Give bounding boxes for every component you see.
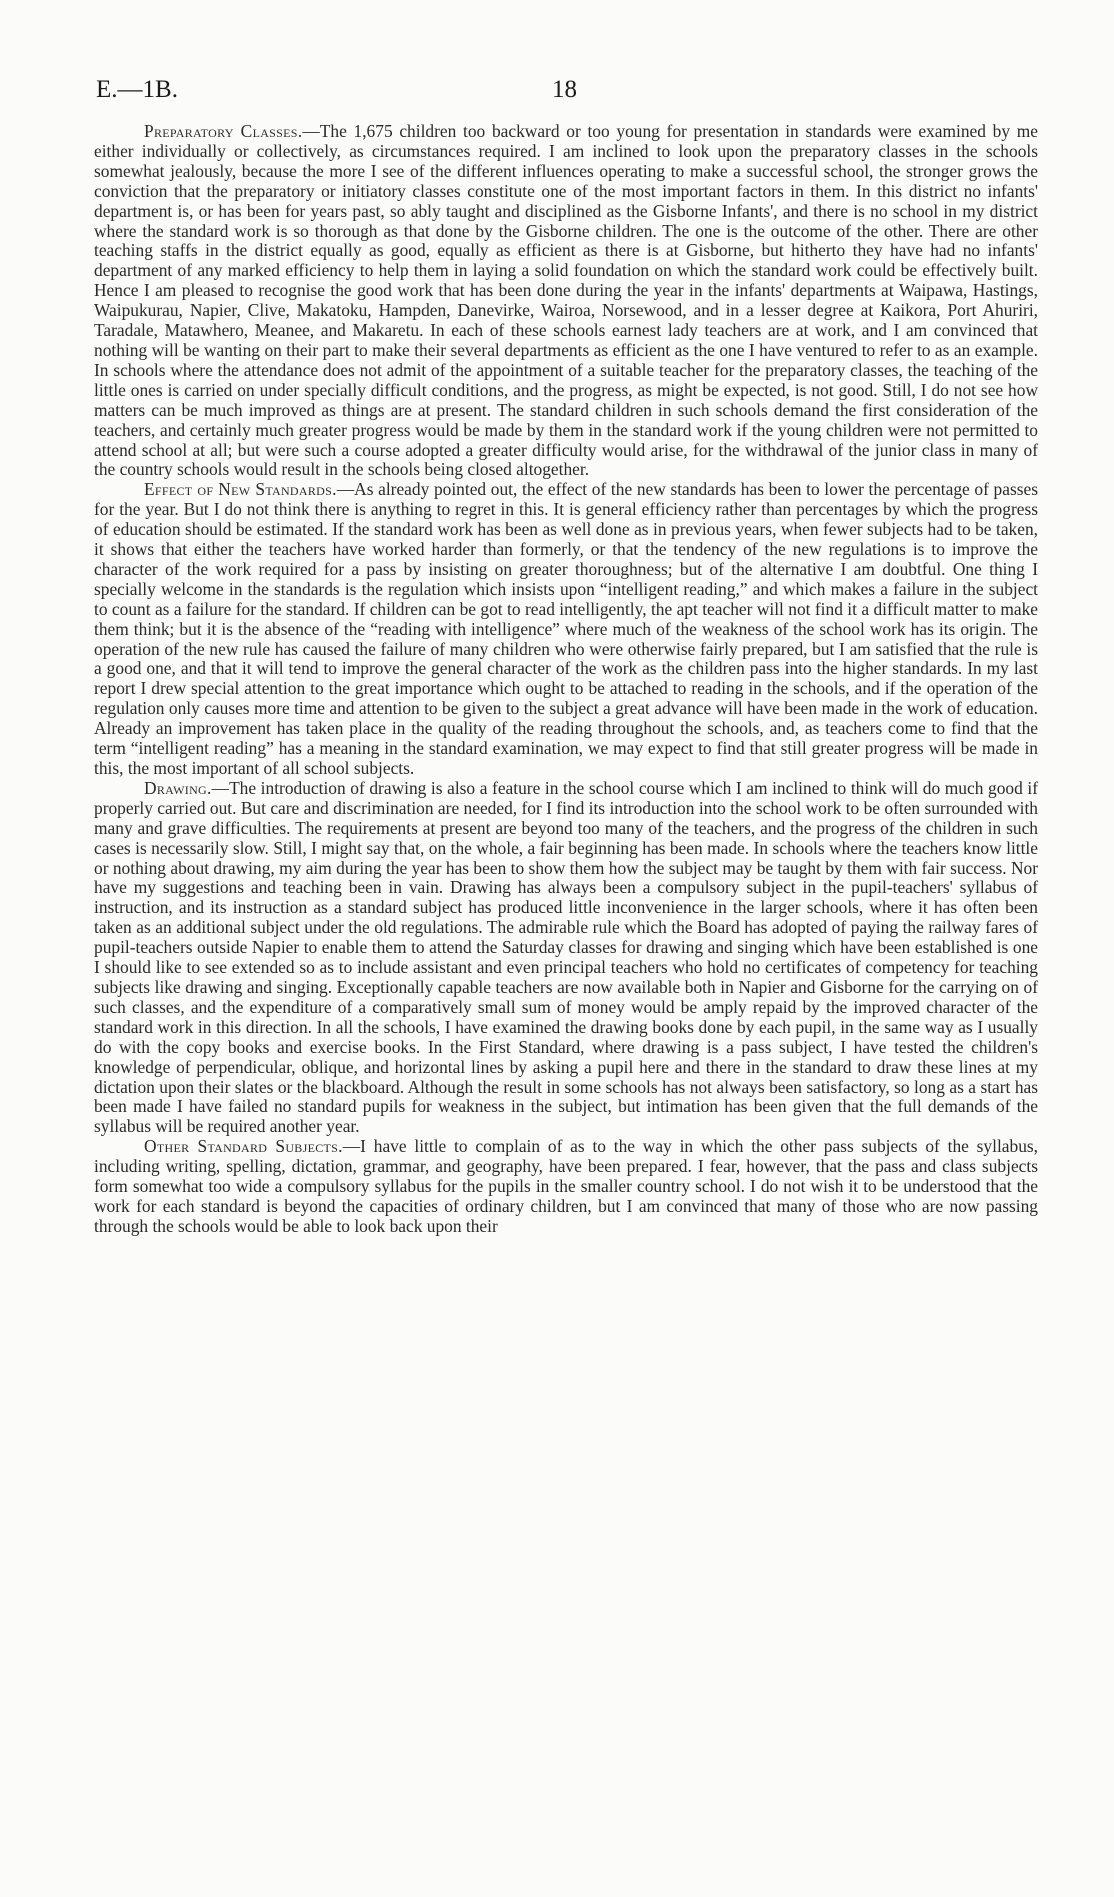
document-reference: E.—1B. <box>96 76 178 103</box>
paragraph-effect-of-new-standards <box>94 480 1038 779</box>
paragraph-drawing <box>94 779 1038 1137</box>
section-heading: Drawing. <box>144 777 212 798</box>
page-number: 18 <box>552 76 577 103</box>
paragraph-text: —The 1,675 children too backward or too young for presentation in standards were examined by me either individually or collectively, as circumstances required. I am inclined to look upon the preparatory classes in the schools somewhat jealously, because the more I see of the different influences operating to make a successful school, the stronger grows the conviction that the preparatory or initiatory classes constitute one of the most important factors in them. In this district no infants' department is, or has been for years past, so ably taught and disciplined as the Gisborne Infants', and there is no school in my district where the standard work is so thorough as that done by the Gisborne children. The one is the outcome of the other. There are other teaching staffs in the district equally as good, equally as efficient as there is at Gisborne, but hitherto they have had no infants' department of any marked efficiency to help them in laying a solid foundation on which the standard work could be effectively built. Hence I am pleased to recognise the good work that has been done during the year in the infants' departments at Waipawa, Hastings, Waipukurau, Napier, Clive, Makatoku, Hampden, Danevirke, Wairoa, Norsewood, and in a lesser degree at Kaikora, Port Ahuriri, Taradale, Matawhero, Meanee, and Makaretu. In each of these schools earnest lady teachers are at work, and I am convinced that nothing will be wanting on their part to make their several departments as efficient as the one I have ventured to refer to as an example. In schools where the attendance does not admit of the appointment of a suitable teacher for the preparatory classes, the teaching of the little ones is carried on under specially difficult conditions, and the progress, as might be expected, is not good. Still, I do not see how matters can be much improved as things are at present. The standard children in such schools demand the first consideration of the teachers, and certainly much greater progress would be made by them in the standard work if the young children were not permitted to attend school at all; but were such a course adopted a greater difficulty would arise, for the withdrawal of the junior class in many of the country schools would result in the schools being closed altogether. <box>94 121 1038 480</box>
paragraph-text: —I have little to complain of as to the way in which the other pass subjects of the syllabus, including writing, spelling, dictation, grammar, and geography, have been prepared. I fear, however, that the pass and class subjects form somewhat too wide a compulsory syllabus for the pupils in the smaller country school. I do not wish it to be understood that the work for each standard is beyond the capacities of ordinary children, but I am convinced that many of those who are now passing through the schools would be able to look back upon their <box>94 1136 1039 1236</box>
page-header <box>96 76 1036 106</box>
paragraph-preparatory-classes <box>94 122 1038 480</box>
paragraph-text: —The introduction of drawing is also a feature in the school course which I am inclined to think will do much good if properly carried out. But care and discrimination are needed, for I find its introduction into the school work to be often surrounded with many and grave difficulties. The requirements at present are beyond too many of the teachers, and the progress of the children in such cases is necessarily slow. Still, I might say that, on the whole, a fair beginning has been made. In schools where the teachers know little or nothing about drawing, my aim during the year has been to show them how the subject may be taught by them with fair success. Nor have my suggestions and teaching been in vain. Drawing has always been a compulsory subject in the pupil-teachers' syllabus of instruction, and its instruction as a standard subject has produced little inconvenience in the larger schools, where it has often been taken as an additional subject under the old regulations. The admirable rule which the Board has adopted of paying the railway fares of pupil-teachers outside Napier to enable them to attend the Saturday classes for drawing and singing which have been established is one I should like to see extended so as to include assistant and even principal teachers who hold no certificates of competency for teaching subjects like drawing and singing. Exceptionally capable teachers are now available both in Napier and Gisborne for the carrying on of such classes, and the expenditure of a comparatively small sum of money would be amply repaid by the improved character of the standard work in this direction. In all the schools, I have examined the drawing books done by each pupil, in the same way as I usually do with the copy books and exercise books. In the First Standard, where drawing is a pass subject, I have tested the children's knowledge of perpendicular, oblique, and horizontal lines by asking a pupil here and there in the standard to draw these lines at my dictation upon their slates or the blackboard. Although the result in some schools has not always been satisfactory, so long as a start has been made I have failed no standard pupils for weakness in the subject, but intimation has been given that the full demands of the syllabus will be required another year. <box>94 777 1038 1137</box>
section-heading: Other Standard Subjects. <box>144 1136 343 1157</box>
paragraph-other-standard-subjects <box>94 1137 1038 1237</box>
paragraph-text: —As already pointed out, the effect of the new standards has been to lower the percentage of passes for the year. But I do not think there is anything to regret in this. It is general efficiency rather than percentages by which the progress of education should be estimated. If the standard work has been as well done as in previous years, when fewer subjects had to be taken, it shows that either the teachers have worked harder than formerly, or that the tendency of the new regulations is to improve the character of the work required for a pass by insisting on greater thoroughness; but of the alternative I am doubtful. One thing I specially welcome in the standards is the regulation which insists upon “intelligent reading,” and which makes a failure in the subject to count as a failure for the standard. If children can be got to read intelligently, the apt teacher will not find it a difficult matter to make them think; but it is the absence of the “reading with intelligence” where much of the weakness of the school work has its origin. The operation of the new rule has caused the failure of many children who were otherwise fairly prepared, but I am satisfied that the rule is a good one, and that it will tend to improve the general character of the work as the children pass into the higher standards. In my last report I drew special attention to the great importance which ought to be attached to reading in the schools, and if the operation of the regulation only causes more time and attention to be given to the subject a great advance will have been made in the work of education. Already an improvement has taken place in the quality of the reading throughout the schools, and, as teachers come to find that the term “intelligent reading” has a meaning in the standard examination, we may expect to find that still greater progress will be made in this, the most important of all school subjects. <box>94 479 1038 778</box>
body-text <box>94 122 1038 1237</box>
section-heading: Preparatory Classes. <box>144 121 303 141</box>
section-heading: Effect of New Standards. <box>144 479 337 500</box>
